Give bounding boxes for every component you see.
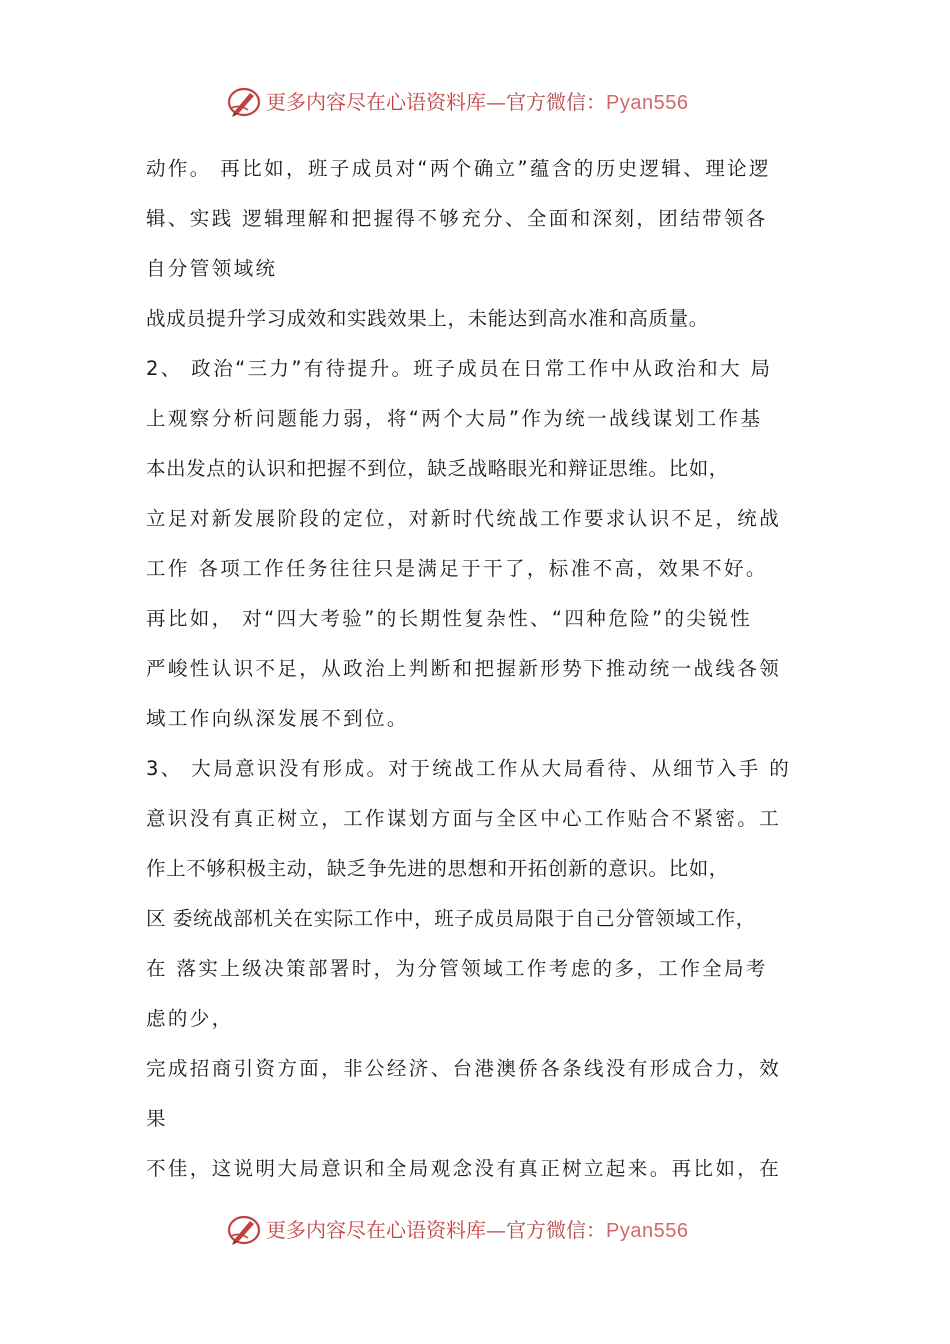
text-line: 本出发点的认识和把握不到位，缺乏战略眼光和辩证思维。比如， — [146, 457, 729, 480]
text-line: 不佳，这说明大局意识和全局观念没有真正树立起来。再比如，在 — [146, 1157, 782, 1180]
text-line: 在 落实上级决策部署时，为分管领域工作考虑的多，工作全局考 — [146, 957, 768, 980]
banner-wechat-id: Pyan556 — [606, 92, 689, 114]
banner-dash: — — [486, 90, 506, 114]
document-body — [146, 147, 836, 1197]
text-line: 作上不够积极主动，缺乏争先进的思想和开拓创新的意识。比如， — [146, 857, 729, 880]
text-line: 立足对新发展阶段的定位，对新时代统战工作要求认识不足，统战 — [146, 507, 782, 530]
text-line: 意识没有真正树立，工作谋划方面与全区中心工作贴合不紧密。工 — [146, 807, 782, 830]
text-line: 域工作向纵深发展不到位。 — [146, 707, 409, 730]
text-line: 严峻性认识不足，从政治上判断和把握新形势下推动统一战线各领 — [146, 657, 782, 680]
text-line: 自分管领域统 — [146, 257, 278, 280]
text-line: 辑、实践 逻辑理解和把握得不够充分、全面和深刻，团结带领各 — [146, 207, 768, 230]
text-line: 工作 各项工作任务往往只是满足于干了，标准不高，效果不好。 — [146, 557, 768, 580]
text-line: 3、 大局意识没有形成。对于统战工作从大局看待、从细节入手 的 — [146, 757, 792, 780]
pen-logo-icon — [226, 84, 262, 120]
header-banner — [0, 82, 950, 122]
text-line: 动作。 再比如，班子成员对“两个确立”蕴含的历史逻辑、理论逻 — [146, 157, 771, 180]
text-line: 果 — [146, 1107, 168, 1130]
banner-main-text: 更多内容尽在心语资料库 — [266, 1218, 486, 1242]
pen-logo-icon — [226, 1212, 262, 1248]
banner-wechat-label: 官方微信： — [506, 1218, 606, 1242]
banner-dash: — — [486, 1218, 506, 1242]
text-line: 战成员提升学习成效和实践效果上，未能达到高水准和高质量。 — [146, 307, 709, 330]
text-line: 区 委统战部机关在实际工作中，班子成员局限于自己分管领域工作， — [146, 907, 756, 930]
text-line: 完成招商引资方面，非公经济、台港澳侨各条线没有形成合力，效 — [146, 1057, 782, 1080]
banner-text — [266, 88, 688, 117]
text-line: 再比如， 对“四大考验”的长期性复杂性、“四种危险”的尖锐性 — [146, 607, 753, 630]
banner-wechat-id: Pyan556 — [606, 1220, 689, 1242]
text-line: 上观察分析问题能力弱，将“两个大局”作为统一战线谋划工作基 — [146, 407, 763, 430]
footer-banner — [0, 1210, 950, 1250]
banner-wechat-label: 官方微信： — [506, 90, 606, 114]
text-line: 虑的少， — [146, 1007, 234, 1030]
banner-main-text: 更多内容尽在心语资料库 — [266, 90, 486, 114]
text-line: 2、 政治“三力”有待提升。班子成员在日常工作中从政治和大 局 — [146, 357, 773, 380]
banner-text — [266, 1216, 688, 1245]
